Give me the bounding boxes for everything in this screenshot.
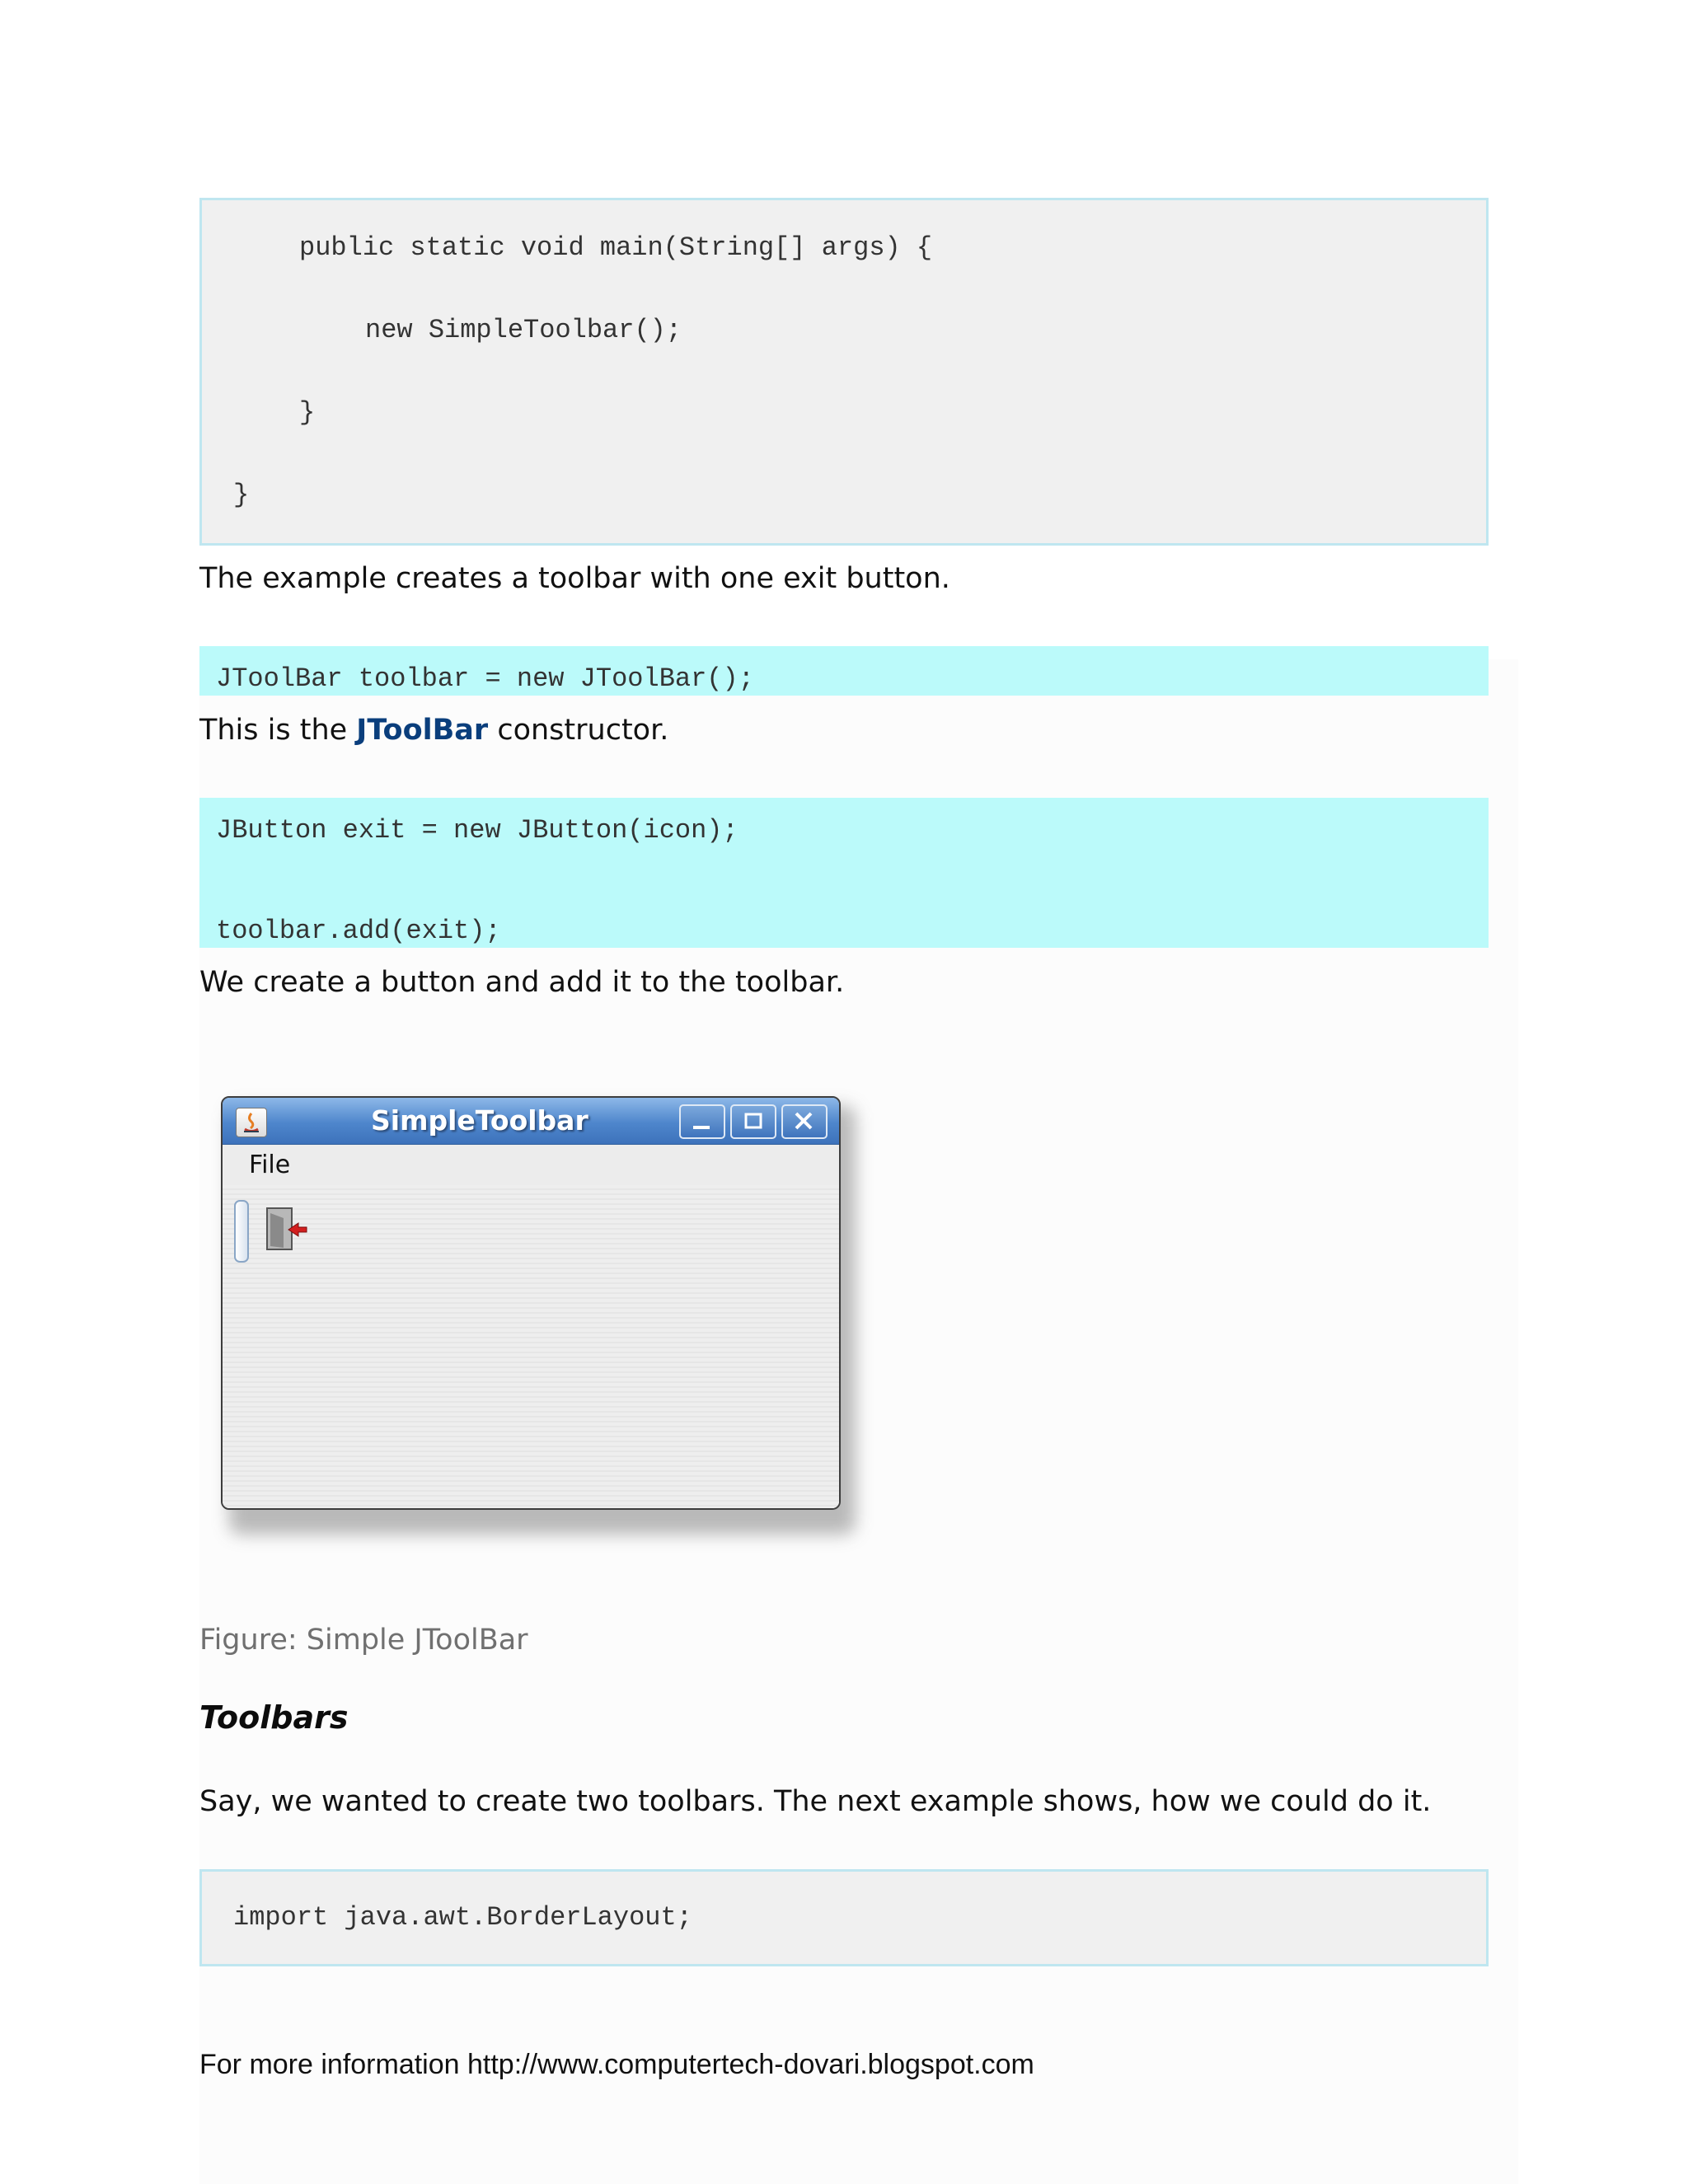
snippet-jtoolbar bbox=[199, 646, 1489, 696]
figure-caption: Figure: Simple JToolBar bbox=[199, 1624, 528, 1657]
code-block-import bbox=[199, 1869, 1489, 1966]
keyword-jtoolbar: JToolBar bbox=[356, 714, 489, 747]
code-line: } bbox=[299, 397, 316, 428]
paragraph-toolbar-intro: The example creates a toolbar with one exit button. bbox=[199, 562, 950, 595]
code-block-main bbox=[199, 198, 1489, 546]
snippet-button bbox=[199, 798, 1489, 948]
close-icon bbox=[781, 1104, 828, 1139]
window-titlebar bbox=[223, 1098, 839, 1145]
code-line: JToolBar toolbar = new JToolBar(); bbox=[216, 663, 754, 694]
simple-toolbar-window bbox=[221, 1096, 841, 1510]
code-line: toolbar.add(exit); bbox=[216, 916, 501, 946]
code-line: } bbox=[233, 480, 250, 510]
maximize-icon bbox=[730, 1104, 776, 1139]
paragraph-two-toolbars: Say, we wanted to create two toolbars. The next example shows, how we could do it. bbox=[199, 1785, 1432, 1818]
paragraph-suffix: constructor. bbox=[488, 714, 669, 747]
paragraph-constructor bbox=[199, 712, 668, 748]
footer-info: For more information http://www.computertech-dovari.blogspot.com bbox=[199, 2049, 1034, 2080]
code-line: new SimpleToolbar(); bbox=[365, 315, 682, 345]
code-line: JButton exit = new JButton(icon); bbox=[216, 815, 738, 846]
exit-icon bbox=[264, 1205, 308, 1253]
toolbar-grip bbox=[234, 1200, 249, 1263]
menu-file: File bbox=[249, 1151, 291, 1179]
paragraph-create-button: We create a button and add it to the toolbar. bbox=[199, 966, 845, 999]
menu-bar bbox=[223, 1146, 839, 1185]
paragraph-prefix: This is the bbox=[199, 714, 357, 747]
window-title: SimpleToolbar bbox=[371, 1104, 588, 1137]
code-line: import java.awt.BorderLayout; bbox=[233, 1902, 692, 1933]
window-content bbox=[223, 1185, 839, 1510]
java-app-icon bbox=[236, 1108, 267, 1137]
code-line: public static void main(String[] args) { bbox=[299, 232, 933, 263]
minimize-icon bbox=[679, 1104, 725, 1139]
section-heading: Toolbars bbox=[199, 1699, 349, 1736]
